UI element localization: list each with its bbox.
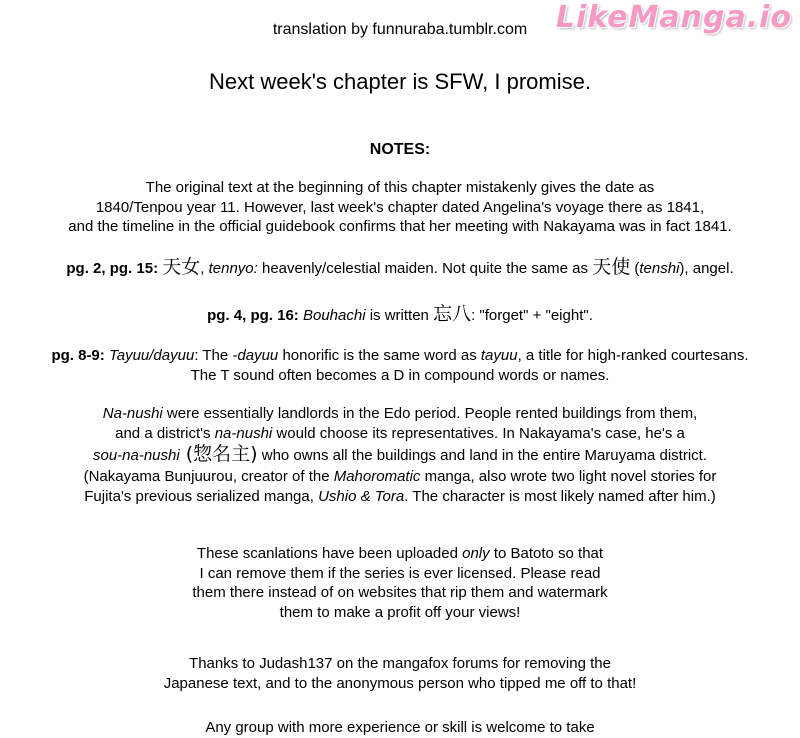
term-tayuu-title: tayuu <box>480 347 518 364</box>
page-ref: pg. 4, pg. 16: <box>207 307 299 324</box>
page-ref: pg. 2, pg. 15: <box>66 260 159 277</box>
emphasis-only: only <box>462 545 490 562</box>
definition-text: Fujita's previous serialized manga, <box>84 487 319 505</box>
term-tennyo: tennyo: <box>208 260 258 277</box>
definition-text: (Nakayama Bunjuurou, creator of the <box>83 468 334 485</box>
tayuu-note <box>0 346 800 385</box>
thanks-line: Japanese text, and to the anonymous person who tipped me off to that! <box>163 674 637 692</box>
comma: , <box>200 260 205 277</box>
kanji-tennyo: 天女 <box>162 256 201 278</box>
definition-text: and a district's <box>115 424 215 442</box>
bouhachi-note <box>0 305 800 326</box>
nanushi-line <box>0 467 800 487</box>
term-tenshi: tenshi <box>639 260 680 277</box>
term-bouhachi: Bouhachi <box>302 307 366 324</box>
headline: Next week's chapter is SFW, I promise. <box>209 69 591 94</box>
notes-heading: NOTES: <box>369 141 431 158</box>
thanks-note <box>0 654 800 693</box>
kanji-bouhachi: 忘八 <box>433 303 472 325</box>
scanlation-line: I can remove them if the series is ever licensed. Please read <box>199 564 601 582</box>
paren-close: ), angel. <box>679 260 734 277</box>
page-ref: pg. 8-9: <box>51 347 105 364</box>
kanji-tenshi: 天使 <box>592 256 631 278</box>
scanlation-text: These scanlations have been uploaded <box>196 545 463 562</box>
term-sou-na-nushi: sou-na-nushi <box>92 447 180 464</box>
footer-note <box>0 718 800 738</box>
definition-text: would choose its representatives. In Nakayama's case, he's a <box>272 424 685 442</box>
scanlation-text: to Batoto so that <box>489 545 604 562</box>
date-note-line: and the timeline in the official guidebook confirms that her meeting with Nakayama was in fact 1841. <box>68 218 732 235</box>
translation-credit: translation by funnuraba.tumblr.com <box>272 21 528 38</box>
date-note-line: 1840/Tenpou year 11. However, last week's chapter dated Angelina's voyage there as 1841, <box>95 198 705 216</box>
nanushi-line <box>0 404 800 424</box>
term-ushio-tora: Ushio & Tora <box>318 487 405 505</box>
term-na-nushi: na-nushi <box>214 424 273 442</box>
definition-text: heavenly/celestial maiden. Not quite the same as <box>257 260 593 277</box>
kanji-sou-na-nushi: (惣名主) <box>179 443 258 465</box>
nanushi-line <box>0 487 800 507</box>
tayuu-line <box>0 346 800 366</box>
site-watermark-logo: LikeManga.io <box>555 0 792 35</box>
definition-text: honorific is the same word as <box>278 347 481 364</box>
nanushi-line <box>0 443 800 467</box>
definition-text: . The character is most likely named after him.) <box>404 487 716 505</box>
definition-text: , a title for high-ranked courtesans. <box>517 347 749 364</box>
scanlation-line: them there instead of on websites that rip them and watermark <box>192 584 608 601</box>
scanlation-line <box>0 544 800 564</box>
term-mahoromatic: Mahoromatic <box>333 468 421 485</box>
tayuu-line: The T sound often becomes a D in compound words or names. <box>190 366 610 384</box>
scanlation-line: them to make a profit off your views! <box>279 603 521 621</box>
definition-text: : "forget" + "eight". <box>471 307 593 324</box>
date-note <box>0 178 800 237</box>
nanushi-note <box>0 404 800 506</box>
bouhachi-line <box>0 305 800 326</box>
definition-text: is written <box>365 307 434 324</box>
footer-line: Any group with more experience or skill is welcome to take <box>205 719 595 736</box>
term-na-nushi: Na-nushi <box>102 405 163 422</box>
definition-text: who owns all the buildings and land in the entire Maruyama district. <box>257 447 707 464</box>
term-dayuu: -dayuu <box>232 347 279 364</box>
date-note-line: The original text at the beginning of this chapter mistakenly gives the date as <box>145 179 655 196</box>
definition-text: manga, also wrote two light novel stories for <box>420 468 717 485</box>
term-tayuu: Tayuu/dayuu <box>108 347 195 364</box>
scanlation-note <box>0 544 800 622</box>
thanks-line: Thanks to Judash137 on the mangafox forums for removing the <box>189 655 611 672</box>
tennyo-line <box>0 258 800 279</box>
paren-open: ( <box>630 260 640 277</box>
tennyo-note <box>0 258 800 279</box>
definition-text: : The <box>194 347 233 364</box>
nanushi-line <box>0 424 800 444</box>
definition-text: were essentially landlords in the Edo period. People rented buildings from them, <box>162 405 698 422</box>
